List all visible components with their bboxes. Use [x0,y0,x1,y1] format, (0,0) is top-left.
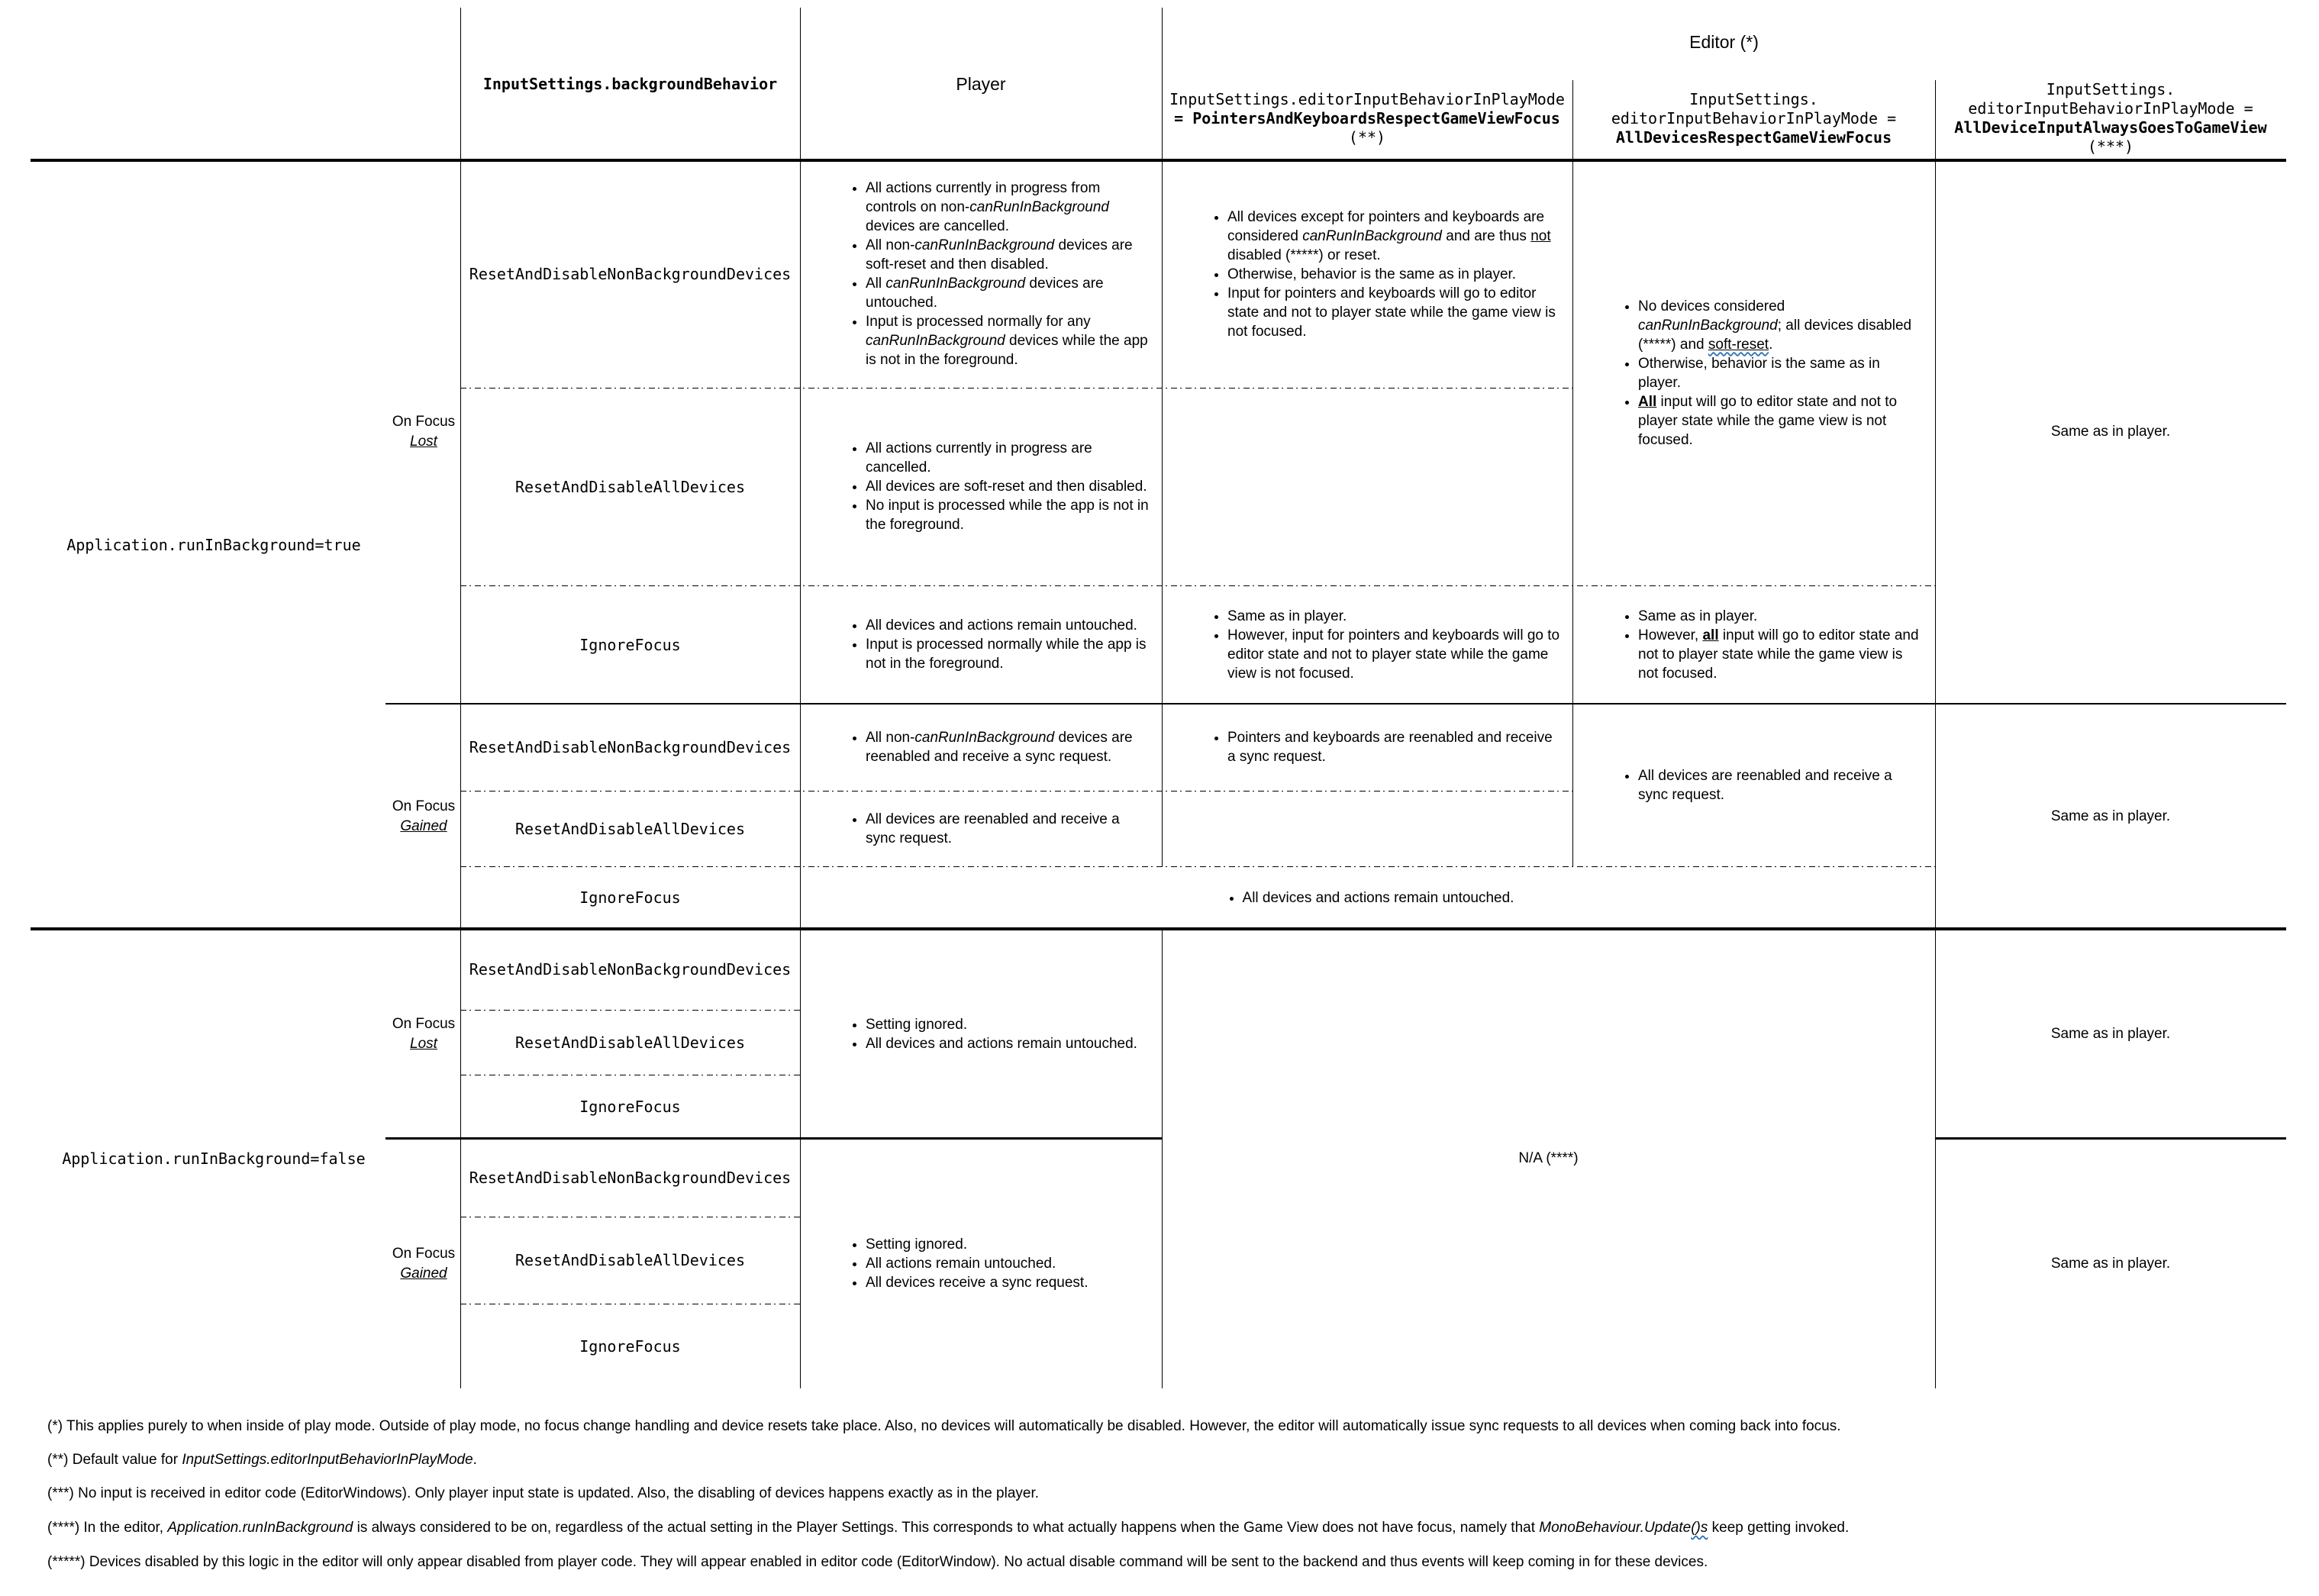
bullet-list [800,439,1162,534]
header-editor-pk-line3: (**) [1348,127,1386,147]
cell-true-lost-resetnonbg-player [800,160,1162,388]
header-player-label: Player [956,73,1006,94]
bullet-item: • Pointers and keyboards are reenabled and receive a sync request. [1227,728,1562,766]
header-background-behavior-label: InputSettings.backgroundBehavior [482,74,778,93]
bullet-item: • Setting ignored. [866,1015,1137,1034]
header-editor-pointers-keyboards [1162,76,1572,160]
on-focus-text: On Focus [392,414,456,430]
cell-true-lost-ignore-editor-pk [1162,585,1572,704]
on-focus-text: On Focus [392,798,456,814]
on-focus-text: On Focus [392,1245,456,1262]
header-editor-pk-line1: InputSettings.editorInputBehaviorInPlayMode [1169,89,1565,108]
on-focus-text: On Focus [392,1015,456,1032]
same-as-player-text: Same as in player. [2050,808,2171,824]
bullet-list [800,1015,1148,1053]
bullet-item: • All input will go to editor state and not to player state while the game view is not focused. [1638,392,1924,450]
bullet-item: • Input is processed normally for any canRunInBackground devices while the app is not in the foreground. [866,312,1151,369]
focus-lost-text: Lost [410,1035,437,1052]
header-background-behavior [460,8,800,160]
behavior-true-lost-reset-all [460,388,800,585]
header-editor-always-gameview [1935,76,2286,160]
behavior-label: IgnoreFocus [579,1098,681,1116]
header-editor-all-devices [1572,76,1935,160]
header-editor-always-line1: InputSettings. [2046,80,2175,98]
bullet-item: • All devices and actions remain untouched. [866,1034,1137,1053]
focus-lost-text: Lost [410,434,437,450]
cell-true-gained-ignore-merged [800,866,1935,929]
cell-false-gained-editor-always [1935,1139,2286,1388]
bullet-item: • All devices and actions remain untouched. [1243,888,1514,908]
behavior-false-gained-ignore [460,1304,800,1388]
table-border-h-false-lost-gained-left [385,1137,1162,1140]
bullet-item: • No devices considered canRunInBackground; all devices disabled (*****) and soft-reset. [1638,297,1924,354]
row-label-run-in-background-true [23,160,405,929]
bullet-item: • All non-canRunInBackground devices are reenabled and receive a sync request. [866,728,1151,766]
bullet-list [800,810,1162,848]
footnote-3: (***) No input is received in editor code (EditorWindows). Only player input state is updated. Also, the disabling of devices happens exactly as in the player. [47,1485,1040,1501]
same-as-player-text: Same as in player. [2050,424,2171,440]
bullet-list [1572,297,1935,450]
behavior-label: ResetAndDisableAllDevices [514,1251,746,1269]
header-editor-always-line3: AllDeviceInputAlwaysGoesToGameView [1954,118,2267,137]
behavior-label: ResetAndDisableNonBackgroundDevices [469,960,792,979]
behavior-true-gained-ignore [460,866,800,929]
focus-gained-text: Gained [400,817,447,834]
behavior-label: ResetAndDisableAllDevices [514,1033,746,1052]
cell-true-gained-resetall-player [800,791,1162,866]
bullet-item: • All actions currently in progress from controls on non-canRunInBackground devices are cancelled. [866,179,1151,236]
behavior-label: ResetAndDisableNonBackgroundDevices [469,1169,792,1187]
bullet-list [1572,766,1935,804]
behavior-label: IgnoreFocus [579,888,681,907]
bullet-list [1572,607,1935,683]
bullet-list [800,728,1162,766]
bullet-item: • All devices are reenabled and receive a sync request. [1638,766,1924,804]
behavior-label: IgnoreFocus [579,635,681,654]
bullet-item: • All devices and actions remain untouched. [866,616,1151,635]
bullet-item: • No input is processed while the app is not in the foreground. [866,496,1151,534]
table-border-h-dashed-5 [460,1010,800,1011]
bullet-item: • All devices receive a sync request. [866,1273,1088,1292]
bullet-item: • Same as in player. [1638,607,1924,626]
behavior-false-lost-reset-all [460,1010,800,1075]
focus-label-false-gained [385,1139,462,1388]
table-border-h-dashed-1 [460,388,1572,389]
bullet-item: • Input is processed normally while the app is not in the foreground. [866,635,1151,673]
bullet-item: • All devices are soft-reset and then disabled. [866,477,1151,496]
cell-false-lost-player-merged [800,929,1162,1139]
behavior-label: ResetAndDisableAllDevices [514,477,746,496]
behavior-true-gained-reset-nonbg [460,704,800,791]
header-editor-pk-line2: = PointersAndKeyboardsRespectGameViewFocus [1174,108,1560,127]
footnote-5: (*****) Devices disabled by this logic in the editor will only appear disabled from player code. They will appear enabled in editor code (EditorWindow). No actual disable command will be sent to the backend and thus events will keep coming in for these devices. [47,1554,1708,1570]
behavior-false-gained-reset-all [460,1217,800,1304]
cell-true-gained-resetnonbg-editor-pk [1162,704,1572,791]
table-border-h-dashed-2 [460,585,1935,586]
cell-true-lost-editor-always [1935,160,2286,704]
table-border-h-true-false-divider [31,927,2286,930]
bullet-item: • However, all input will go to editor state and not to player state while the game view is not focused. [1638,626,1924,683]
table-border-v-editor-left-upper [1162,8,1163,866]
focus-gained-text: Gained [400,1265,447,1282]
bullet-list [1221,888,1514,908]
behavior-false-gained-reset-nonbg [460,1139,800,1217]
row-label-run-in-background-false [23,929,405,1388]
bullet-item: • All non-canRunInBackground devices are soft-reset and then disabled. [866,236,1151,274]
cell-true-lost-editor-alldevices-merged [1572,160,1935,585]
focus-label-false-lost [385,929,462,1139]
behavior-true-gained-reset-all [460,791,800,866]
table-border-h-header-bottom [31,159,2286,162]
header-editor-all-line2: editorInputBehaviorInPlayMode = [1611,108,1897,127]
header-editor-group-label: Editor (*) [1689,31,1759,52]
cell-true-lost-ignore-player [800,585,1162,704]
table-border-h-true-lost-gained [385,703,2286,704]
cell-false-lost-editor-always [1935,929,2286,1139]
bullet-list [800,1235,1098,1292]
header-editor-all-line3: AllDevicesRespectGameViewFocus [1615,127,1892,147]
behavior-false-lost-reset-nonbg [460,929,800,1010]
header-editor-group [1162,8,2286,76]
bullet-item: • All actions currently in progress are cancelled. [866,439,1151,477]
table-border-v-editor-col2-left [1572,80,1573,866]
cell-true-lost-ignore-editor-alldevices [1572,585,1935,704]
bullet-item: • Setting ignored. [866,1235,1088,1254]
bullet-item: • Same as in player. [1227,607,1562,626]
header-editor-always-line2: editorInputBehaviorInPlayMode = [1968,99,2253,118]
behavior-label: ResetAndDisableNonBackgroundDevices [469,738,792,756]
bullet-item: • Otherwise, behavior is the same as in player. [1227,265,1562,284]
behavior-false-lost-ignore [460,1075,800,1139]
bullet-list [800,179,1162,369]
cell-false-na-merged [1162,929,1935,1388]
run-in-background-false-label: Application.runInBackground=false [62,1149,366,1168]
behavior-true-lost-reset-nonbg [460,160,800,388]
bullet-item: • Input for pointers and keyboards will go to editor state and not to player state while the game view is not focused. [1227,284,1562,341]
table-border-v-col2-left [460,8,461,1388]
bullet-list [1162,728,1572,766]
bullet-item: • However, input for pointers and keyboards will go to editor state and not to player state while the game view is not focused. [1227,626,1562,683]
na-text: N/A (****) [1518,1150,1579,1166]
bullet-item: • All devices except for pointers and keyboards are considered canRunInBackground and are thus not disabled (*****) or reset. [1227,208,1562,265]
table-border-h-dashed-3 [460,791,1572,792]
bullet-item: • Otherwise, behavior is the same as in player. [1638,354,1924,392]
footnote-4: (****) In the editor, Application.runInBackground is always considered to be on, regardless of the actual setting in the Player Settings. This corresponds to what actually happens when the Game View does not have focus, namely that MonoBehaviour.Update()s keep getting invoked. [47,1520,1850,1536]
header-editor-always-line4: (***) [2087,137,2134,156]
bullet-item: • All devices are reenabled and receive a sync request. [866,810,1151,848]
behavior-label: ResetAndDisableNonBackgroundDevices [469,265,792,283]
cell-false-gained-player-merged [800,1139,1162,1388]
table-border-v-editor-col3-left [1935,80,1936,1388]
bullet-list [1162,208,1572,341]
cell-true-gained-editor-always [1935,704,2286,929]
same-as-player-text: Same as in player. [2050,1255,2171,1272]
table-border-h-dashed-4 [460,866,1935,867]
bullet-item: • All canRunInBackground devices are untouched. [866,274,1151,312]
behavior-label: ResetAndDisableAllDevices [514,819,746,838]
bullet-item: • All actions remain untouched. [866,1254,1088,1273]
cell-true-gained-editor-alldevices-merged [1572,704,1935,866]
run-in-background-true-label: Application.runInBackground=true [66,535,361,554]
cell-true-lost-resetall-player [800,388,1162,585]
table-border-v-player-left [800,8,801,1388]
table-border-h-false-lost-gained-right [1935,1137,2286,1140]
behavior-label: IgnoreFocus [579,1336,681,1356]
footnote-2: (**) Default value for InputSettings.editorInputBehaviorInPlayMode. [47,1452,477,1468]
table-border-v-editor-left-lower [1162,929,1163,1388]
focus-label-true-gained [385,704,462,929]
header-player [800,8,1162,160]
same-as-player-text: Same as in player. [2050,1025,2171,1042]
focus-label-true-lost [385,160,462,704]
bullet-list [1162,607,1572,683]
header-editor-all-line1: InputSettings. [1689,89,1818,108]
cell-true-gained-resetnonbg-player [800,704,1162,791]
cell-true-lost-resetnonbg-editor-pk [1162,160,1572,388]
bullet-list [800,616,1162,673]
behavior-true-lost-ignore [460,585,800,704]
footnote-1: (*) This applies purely to when inside of play mode. Outside of play mode, no focus change handling and device resets take place. Also, no devices will automatically be disabled. However, the editor will automatically issue sync requests to all devices when coming back into focus. [47,1418,1841,1434]
